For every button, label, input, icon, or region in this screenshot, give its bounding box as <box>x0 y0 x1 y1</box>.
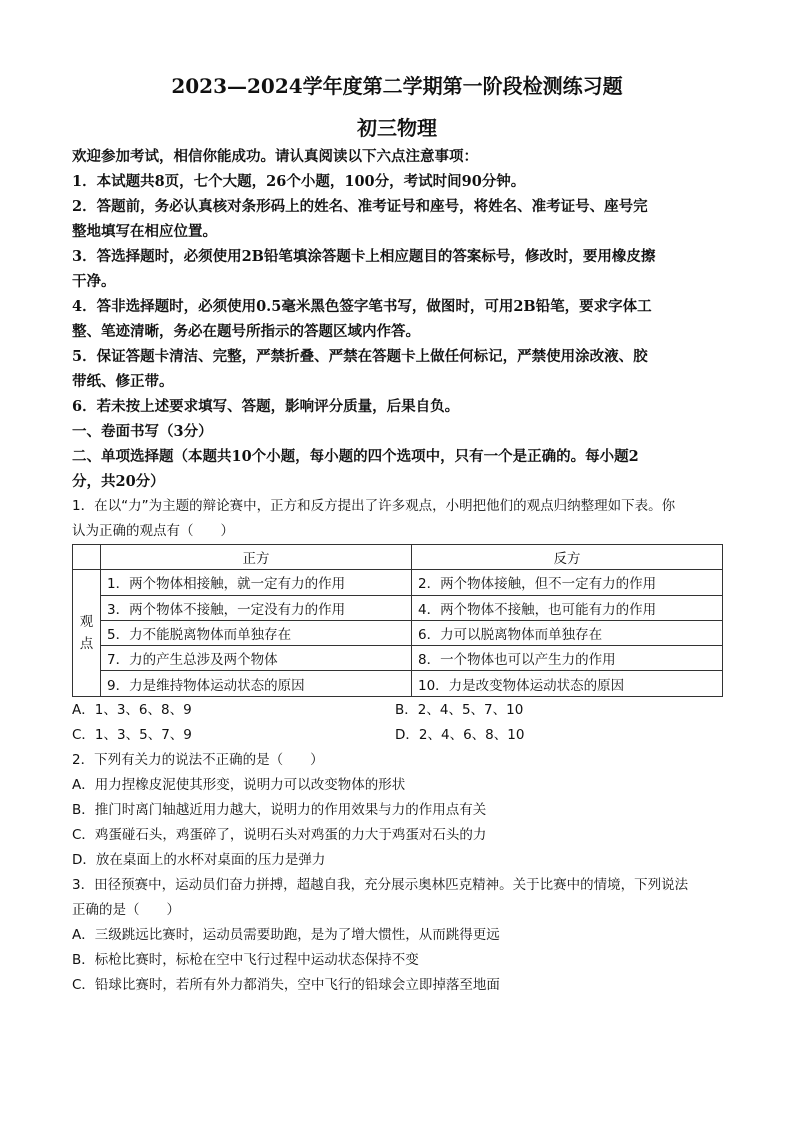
question-1-stem <box>72 494 722 544</box>
pro-cell: 7．力的产生总涉及两个物体 <box>101 646 412 671</box>
exam-title: 2023—2024学年度第二学期第一阶段检测练习题 <box>171 74 623 98</box>
table-row <box>73 646 723 671</box>
notice-line: 整、笔迹清晰，务必在题号所指示的答题区域内作答。 <box>72 323 420 340</box>
table-row <box>73 620 723 645</box>
option-c[interactable]: C．1、3、5、7、9 <box>72 727 192 743</box>
notice-block <box>72 144 722 494</box>
question-text: 2．下列有关力的说法不正确的是（ ） <box>72 752 324 768</box>
option-d[interactable]: D．2、4、6、8、10 <box>395 727 525 743</box>
con-cell: 4．两个物体不接触，也可能有力的作用 <box>412 595 723 620</box>
notice-line: 整地填写在相应位置。 <box>72 223 217 240</box>
option-c[interactable]: C．鸡蛋碰石头，鸡蛋碎了，说明石头对鸡蛋的力大于鸡蛋对石头的力 <box>72 827 487 843</box>
exam-subtitle: 初三物理 <box>357 116 437 140</box>
option-c[interactable]: C．铅球比赛时，若所有外力都消失，空中飞行的铅球会立即掉落至地面 <box>72 977 500 993</box>
con-cell: 8．一个物体也可以产生力的作用 <box>412 646 723 671</box>
pro-cell: 1．两个物体相接触，就一定有力的作用 <box>101 570 412 595</box>
question-text: 正确的是（ ） <box>72 902 180 918</box>
option-row <box>72 723 722 748</box>
con-cell: 6．力可以脱离物体而单独存在 <box>412 620 723 645</box>
pro-cell: 5．力不能脱离物体而单独存在 <box>101 620 412 645</box>
notice-line: 5．保证答题卡清洁、完整，严禁折叠、严禁在答题卡上做任何标记，严禁使用涂改液、胶 <box>72 348 648 365</box>
viewpoint-table <box>72 544 723 697</box>
header-pro: 正方 <box>101 545 412 570</box>
table-row <box>73 570 723 595</box>
notice-line: 4．答非选择题时，必须使用0.5毫米黑色签字笔书写，做图时，可用2B铅笔，要求字体工 <box>72 298 652 315</box>
table-row <box>73 671 723 696</box>
con-cell: 10．力是改变物体运动状态的原因 <box>412 671 723 696</box>
option-d[interactable]: D．放在桌面上的水杯对桌面的压力是弹力 <box>72 852 326 868</box>
option-a[interactable]: A．三级跳远比赛时，运动员需要助跑，是为了增大惯性，从而跳得更远 <box>72 927 500 943</box>
option-b[interactable]: B．推门时离门轴越近用力越大，说明力的作用效果与力的作用点有关 <box>72 802 487 818</box>
question-1-options <box>72 698 722 748</box>
option-a[interactable]: A．用力捏橡皮泥使其形变，说明力可以改变物体的形状 <box>72 777 406 793</box>
pro-cell: 9．力是维持物体运动状态的原因 <box>101 671 412 696</box>
row-label-text: 观点 <box>79 614 94 653</box>
header-con: 反方 <box>412 545 723 570</box>
con-cell: 2．两个物体接触，但不一定有力的作用 <box>412 570 723 595</box>
question-3 <box>72 873 722 998</box>
question-text: 3．田径预赛中，运动员们奋力拼搏，超越自我，充分展示奥林匹克精神。关于比赛中的情境，下列说法 <box>72 877 689 893</box>
option-row <box>72 698 722 723</box>
notice-line: 2．答题前，务必认真核对条形码上的姓名、准考证号和座号，将姓名、准考证号、座号完 <box>72 198 648 215</box>
question-text: 认为正确的观点有（ ） <box>72 523 234 539</box>
option-a[interactable]: A．1、3、6、8、9 <box>72 702 192 718</box>
section-heading-choice-cont: 分，共20分） <box>72 473 165 490</box>
table-corner-cell <box>73 545 101 570</box>
notice-intro: 欢迎参加考试，相信你能成功。请认真阅读以下六点注意事项： <box>72 148 478 165</box>
question-2 <box>72 748 722 873</box>
table-row <box>73 595 723 620</box>
table-header-row <box>73 545 723 570</box>
section-heading-choice: 二、单项选择题（本题共10个小题，每小题的四个选项中，只有一个是正确的。每小题2 <box>72 448 639 465</box>
notice-line: 3．答选择题时，必须使用2B铅笔填涂答题卡上相应题目的答案标号，修改时，要用橡皮擦 <box>72 248 656 265</box>
question-text: 1．在以“力”为主题的辩论赛中，正方和反方提出了许多观点，小明把他们的观点归纳整理如下表。你 <box>72 498 676 514</box>
notice-line: 干净。 <box>72 273 116 290</box>
notice-line: 带纸、修正带。 <box>72 373 174 390</box>
row-label-viewpoint <box>73 570 101 696</box>
section-heading-writing: 一、卷面书写（3分） <box>72 423 213 440</box>
option-b[interactable]: B．2、4、5、7、10 <box>395 702 524 718</box>
notice-line: 1．本试题共8页，七个大题，26个小题，100分，考试时间90分钟。 <box>72 173 526 190</box>
option-b[interactable]: B．标枪比赛时，标枪在空中飞行过程中运动状态保持不变 <box>72 952 419 968</box>
notice-line: 6．若未按上述要求填写、答题，影响评分质量，后果自负。 <box>72 398 460 415</box>
pro-cell: 3．两个物体不接触，一定没有力的作用 <box>101 595 412 620</box>
